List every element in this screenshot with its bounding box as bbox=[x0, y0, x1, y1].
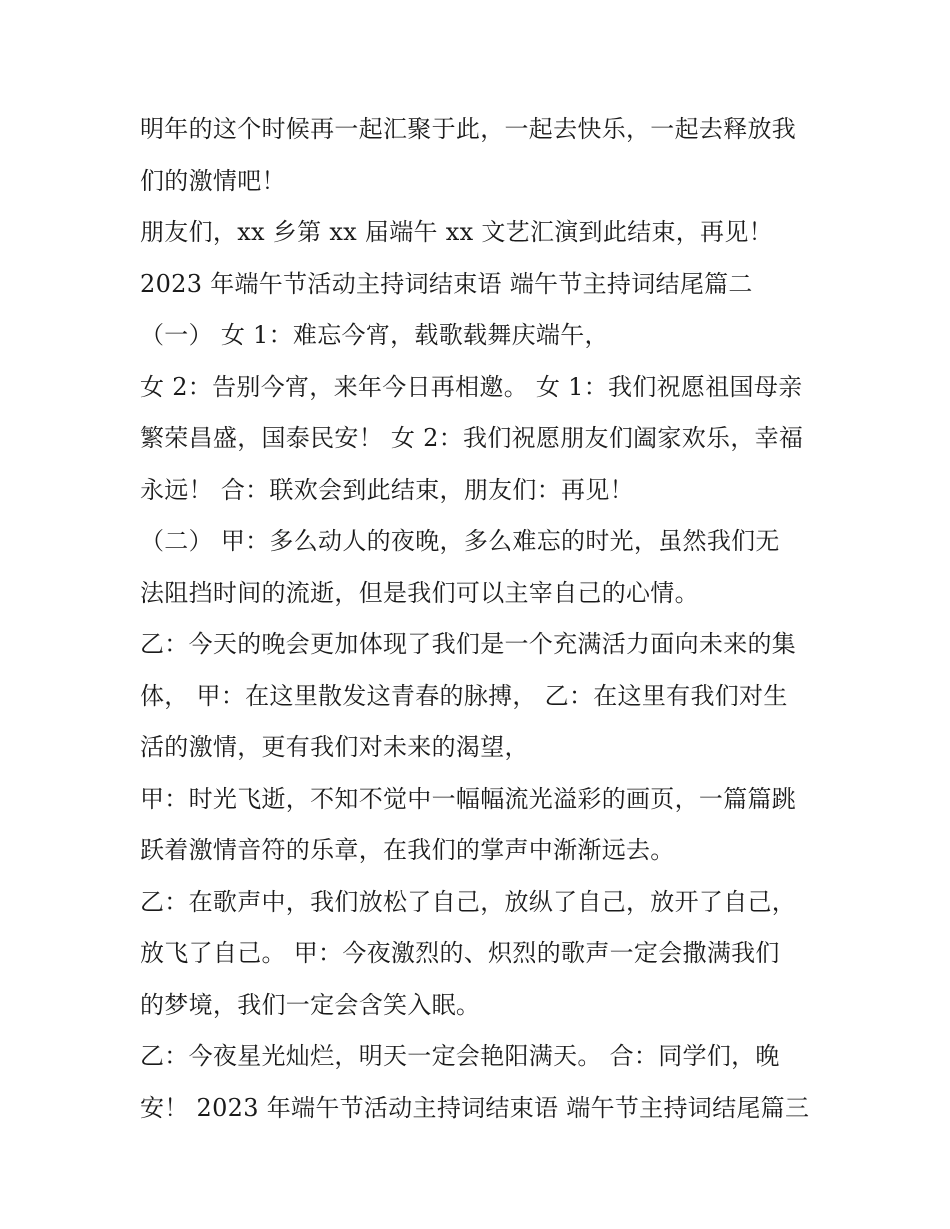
text-line-19: 乙：今夜星光灿烂，明天一定会艳阳满天。 合：同学们，晚 bbox=[140, 1042, 780, 1070]
text-line-2: 们的激情吧！ bbox=[140, 166, 286, 195]
text-line-1: 明年的这个时候再一起汇聚于此，一起去快乐，一起去释放我 bbox=[140, 115, 797, 143]
text-line-7: 繁荣昌盛，国泰民安！ 女 2：我们祝愿朋友们阖家欢乐，幸福 bbox=[140, 424, 804, 452]
text-line-18: 的梦境，我们一定会含笑入眠。 bbox=[140, 990, 481, 1019]
text-line-15: 跃着激情音符的乐章，在我们的掌声中渐渐远去。 bbox=[140, 836, 675, 864]
text-line-11: 乙：今天的晚会更加体现了我们是一个充满活力面向未来的集 bbox=[140, 630, 797, 658]
text-line-10: 法阻挡时间的流逝，但是我们可以主宰自己的心情。 bbox=[140, 578, 699, 607]
text-line-16: 乙：在歌声中，我们放松了自己，放纵了自己，放开了自己， bbox=[140, 887, 797, 916]
text-line-13: 活的激情，更有我们对未来的渴望， bbox=[140, 733, 529, 761]
text-line-8: 永远！ 合：联欢会到此结束，朋友们：再见！ bbox=[140, 475, 634, 504]
text-line-20: 安！ 2023 年端午节活动主持词结束语 端午节主持词结尾篇三 bbox=[140, 1093, 810, 1122]
text-line-17: 放飞了自己。 甲：今夜激烈的、炽烈的歌声一定会撒满我们 bbox=[140, 939, 780, 967]
text-line-6: 女 2：告别今宵，来年今日再相邀。 女 1：我们祝愿祖国母亲 bbox=[140, 372, 803, 401]
text-line-14: 甲：时光飞逝，不知不觉中一幅幅流光溢彩的画页，一篇篇跳 bbox=[140, 784, 797, 813]
text-line-12: 体， 甲：在这里散发这青春的脉搏， 乙：在这里有我们对生 bbox=[140, 681, 788, 710]
text-line-5: （一） 女 1：难忘今宵，载歌载舞庆端午， bbox=[140, 321, 609, 349]
text-line-3: 朋友们，xx 乡第 xx 届端午 xx 文艺汇演到此结束，再见！ bbox=[140, 218, 773, 246]
section-heading-part-two: 2023 年端午节活动主持词结束语 端午节主持词结尾篇二 bbox=[140, 269, 753, 298]
document-body bbox=[140, 104, 820, 1134]
text-line-9: （二） 甲：多么动人的夜晚，多么难忘的时光，虽然我们无 bbox=[140, 527, 780, 555]
